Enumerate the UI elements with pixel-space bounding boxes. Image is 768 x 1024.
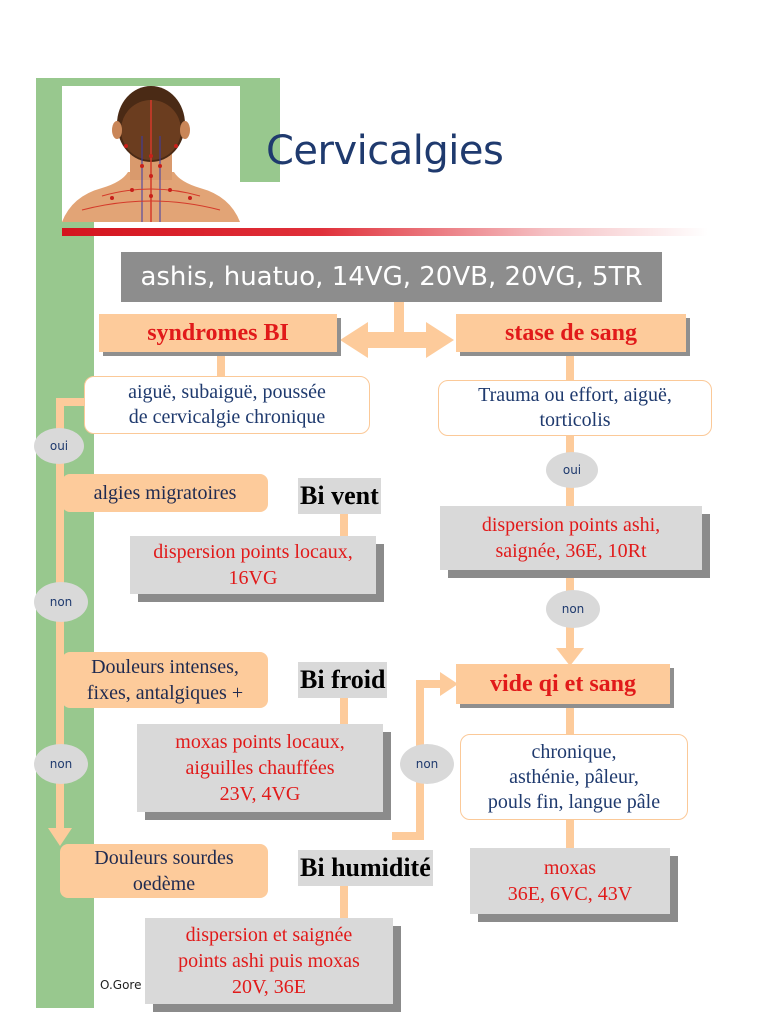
oui-label-left: oui	[34, 428, 84, 464]
vide-qi-et-sang-title: vide qi et sang	[456, 664, 670, 704]
bi-froid-treatment: moxas points locaux, aiguilles chauffées 23V, 4VG	[137, 724, 383, 812]
bi-vent-treatment: dispersion points locaux, 16VG	[130, 536, 376, 594]
non-label-left-1: non	[34, 582, 88, 622]
condition-douleurs-sourdes: Douleurs sourdes oedème	[60, 844, 268, 898]
bi-froid-label: Bi froid	[298, 662, 387, 698]
page-title: Cervicalgies	[266, 128, 504, 174]
stase-de-sang-treatment: dispersion points ashi, saignée, 36E, 10Rt	[440, 506, 702, 570]
stase-de-sang-criteria: Trauma ou effort, aiguë, torticolis	[438, 380, 712, 436]
non-label-right: non	[546, 590, 600, 628]
bi-humidite-label: Bi humidité	[298, 850, 433, 886]
condition-douleurs-intenses: Douleurs intenses, fixes, antalgiques +	[62, 652, 268, 708]
non-label-link: non	[400, 744, 454, 784]
bi-vent-label: Bi vent	[298, 478, 381, 514]
syndromes-bi-criteria: aiguë, subaiguë, poussée de cervicalgie chronique	[84, 376, 370, 434]
footer-author: O.Gore	[100, 978, 142, 992]
vide-qi-et-sang-criteria: chronique, asthénie, pâleur, pouls fin, langue pâle	[460, 734, 688, 820]
bi-humidite-treatment: dispersion et saignée points ashi puis moxas 20V, 36E	[145, 918, 393, 1004]
condition-algies-migratoires: algies migratoires	[62, 474, 268, 512]
oui-label-right: oui	[546, 452, 598, 488]
stase-de-sang-title: stase de sang	[456, 314, 686, 352]
syndromes-bi-title: syndromes BI	[99, 314, 337, 352]
non-label-left-2: non	[34, 744, 88, 784]
vide-qi-et-sang-treatment: moxas 36E, 6VC, 43V	[470, 848, 670, 914]
main-points-banner: ashis, huatuo, 14VG, 20VB, 20VG, 5TR	[121, 252, 662, 302]
